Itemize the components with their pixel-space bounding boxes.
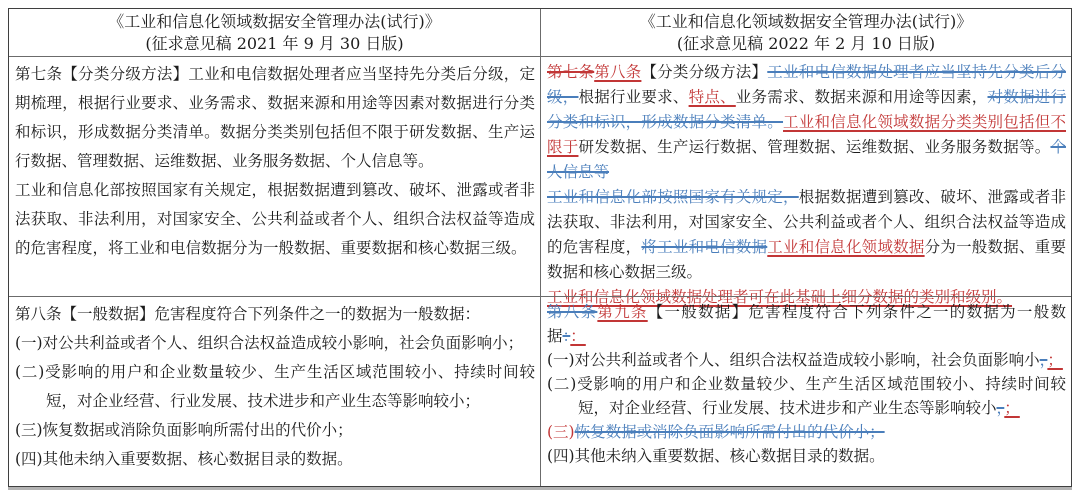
inserted-text: 第九条 <box>597 303 648 321</box>
document-title-right: 《工业和信息化领域数据安全管理办法(试行)》 <box>639 12 973 31</box>
inserted-text: ： <box>570 327 586 345</box>
inserted-text: 特点、 <box>688 88 736 106</box>
paragraph <box>547 60 1066 185</box>
paragraph <box>547 300 1066 348</box>
header-cell-version-2022 <box>540 9 1071 56</box>
article7-cell-old <box>9 56 540 296</box>
paragraph <box>547 444 1066 468</box>
deleted-text: ： <box>562 327 571 345</box>
text-run: 工业和信息化部按照国家有关规定，根据数据遭到篡改、破坏、泄露或者非法获取、非法利用，对国家安全、公共利益或者个人、组织合法权益等造成的危害程度，将工业和电信数据分为一般数据、重要数据和核心数据三级。 <box>15 181 535 257</box>
article8-cell-new-tracked <box>540 296 1071 486</box>
paragraph <box>547 372 1066 420</box>
deleted-text: 恢复数据或消除负面影响所需付出的代价小； <box>574 423 885 441</box>
inserted-text: ； <box>1047 351 1063 369</box>
deleted-text: 个人信息等 <box>547 138 1066 181</box>
text-run: 第八条【一般数据】危害程度符合下列条件之一的数据为一般数据： <box>15 305 481 323</box>
text-run: (二)受影响的用户和企业数量较少、生产生活区域范围较小、持续时间较短，对企业经营、行业发展、技术进步和产业生态等影响较小 <box>547 375 1066 417</box>
text-run: (三)恢复数据或消除负面影响所需付出的代价小； <box>15 421 353 439</box>
text-run: (四)其他未纳入重要数据、核心数据目录的数据。 <box>547 447 885 465</box>
inserted-text: 第八条 <box>594 63 642 81</box>
inserted-text: 工业和信息化领域数据处理者可在此基础上细分数据的类别和级别。 <box>547 288 1013 306</box>
article7-cell-new-tracked <box>540 56 1071 306</box>
text-run: (一)对公共利益或者个人、组织合法权益造成较小影响，社会负面影响小； <box>15 334 524 352</box>
deleted-text: 将工业和电信数据 <box>641 238 768 256</box>
text-run: 研发数据、生产运行数据、管理数据、运维数据、业务服务数据等。 <box>578 138 1051 156</box>
deleted-text: 第七条 <box>547 63 595 81</box>
document-title-left: 《工业和信息化领域数据安全管理办法(试行)》 <box>108 12 441 31</box>
deleted-text: ， <box>996 399 1005 417</box>
inserted-text: 工业和信息化领域数据分类类别包括但不限于 <box>547 113 1066 156</box>
paragraph <box>15 329 535 358</box>
comparison-table <box>8 8 1072 487</box>
changed-marker: (三) <box>547 423 575 441</box>
document-version-left: (征求意见稿 2021 年 9 月 30 日版) <box>145 34 404 53</box>
text-run: 【分类分级方法】 <box>641 63 768 81</box>
paragraph <box>547 420 1066 444</box>
document-version-right: (征求意见稿 2022 年 2 月 10 日版) <box>676 34 936 53</box>
text-run: 第七条【分类分级方法】工业和电信数据处理者应当坚持先分类后分级，定期梳理，根据行业要求、业务需求、数据来源和用途等因素对数据进行分类和标识，形成数据分类清单。数据分类类别包括但不限于研发数据、生产运行数据、管理数据、运维数据、业务服务数据、个人信息等。 <box>15 65 535 170</box>
paragraph <box>15 300 535 329</box>
text-run: 分为一般数据、重要数据和核心数据三级。 <box>547 238 1066 281</box>
paragraph <box>15 416 535 445</box>
paragraph <box>15 358 535 416</box>
deleted-text: 工业和信息化部按照国家有关规定， <box>547 188 799 206</box>
deleted-text: 第八条 <box>547 303 598 321</box>
inserted-text: ； <box>1004 399 1020 417</box>
paragraph <box>547 185 1066 285</box>
header-cell-version-2021 <box>9 9 540 56</box>
text-run: 业务需求、数据来源和用途等因素， <box>735 88 988 106</box>
inserted-text: 工业和信息化领域数据 <box>767 238 925 256</box>
text-run: 【一般数据】危害程度符合下列条件之一的数据为一般数据 <box>547 303 1066 345</box>
text-run: (四)其他未纳入重要数据、核心数据目录的数据。 <box>15 450 353 468</box>
paragraph <box>15 60 535 176</box>
deleted-text: 工业和电信数据处理者应当坚持先分类后分级， <box>547 63 1066 106</box>
paragraph <box>15 445 535 474</box>
deleted-text: 对数据进行分类和标识，形成数据分类清单。 <box>547 88 1066 131</box>
paragraph <box>547 348 1066 372</box>
article8-cell-old <box>9 296 540 486</box>
text-run: 根据行业要求、 <box>578 88 689 106</box>
text-run: (二)受影响的用户和企业数量较少、生产生活区域范围较小、持续时间较短，对企业经营、行业发展、技术进步和产业生态等影响较小； <box>15 363 535 410</box>
text-run: (一)对公共利益或者个人、组织合法权益造成较小影响，社会负面影响小 <box>547 351 1040 369</box>
text-run: 根据数据遭到篡改、破坏、泄露或者非法获取、非法利用，对国家安全、公共利益或者个人、组织合法权益等造成的危害程度， <box>547 188 1066 256</box>
paragraph <box>15 176 535 263</box>
deleted-text: ， <box>1039 351 1048 369</box>
